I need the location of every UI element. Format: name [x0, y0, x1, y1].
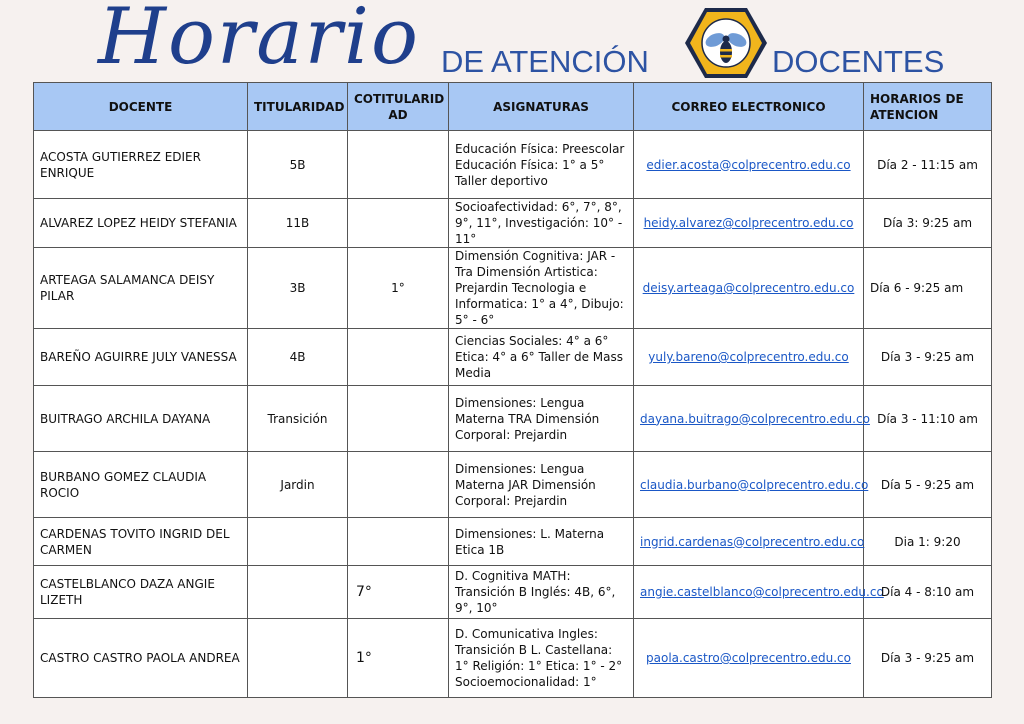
page-title-script: Horario: [98, 0, 420, 82]
header-docente: DOCENTE: [34, 83, 248, 131]
docentes-table: [33, 82, 992, 698]
asignaturas-cell: D. Cognitiva MATH: Transición B Inglés: 4B, 6°, 9°, 10°: [449, 566, 634, 619]
correo-cell: [634, 386, 870, 452]
horario-cell: Día 2 - 11:15 am: [864, 131, 992, 199]
header-asignaturas: ASIGNATURAS: [449, 83, 634, 131]
horario-cell: Día 5 - 9:25 am: [864, 452, 992, 518]
docente-name: BURBANO GOMEZ CLAUDIA ROCIO: [34, 452, 248, 518]
horario-cell: Día 3: 9:25 am: [864, 199, 992, 248]
docente-name: CASTRO CASTRO PAOLA ANDREA: [34, 619, 248, 698]
page-title-docentes: DOCENTES: [772, 44, 945, 79]
table-header-row: [34, 83, 992, 131]
titularidad-cell: Transición: [248, 386, 348, 452]
cotitularidad-cell: 1°: [348, 619, 449, 698]
docente-name: BUITRAGO ARCHILA DAYANA: [34, 386, 248, 452]
docente-name: BAREÑO AGUIRRE JULY VANESSA: [34, 329, 248, 386]
email-link[interactable]: dayana.buitrago@colprecentro.edu.co: [640, 411, 870, 426]
titularidad-cell: [248, 518, 348, 566]
cotitularidad-cell: 7°: [348, 566, 449, 619]
email-link[interactable]: angie.castelblanco@colprecentro.edu.co: [640, 585, 884, 599]
email-link[interactable]: ingrid.cardenas@colprecentro.edu.co: [640, 534, 865, 549]
horario-cell: Día 3 - 11:10 am: [864, 386, 992, 452]
docente-name: ARTEAGA SALAMANCA DEISY PILAR: [34, 248, 248, 329]
asignaturas-cell: Dimensiones: Lengua Materna JAR Dimensión Corporal: Prejardin: [449, 452, 634, 518]
table-row: [34, 199, 992, 248]
cotitularidad-cell: [348, 131, 449, 199]
table-row: [34, 452, 992, 518]
correo-cell: [634, 248, 864, 329]
cotitularidad-cell: [348, 452, 449, 518]
table-row: [34, 566, 992, 619]
correo-cell: [634, 131, 864, 199]
docente-name: CARDENAS TOVITO INGRID DEL CARMEN: [34, 518, 248, 566]
email-link[interactable]: heidy.alvarez@colprecentro.edu.co: [643, 216, 854, 230]
asignaturas-cell: Dimensiones: Lengua Materna TRA Dimensión Corporal: Prejardin: [449, 386, 634, 452]
cotitularidad-cell: 1°: [348, 248, 449, 329]
school-crest-bee-icon: [684, 6, 768, 80]
email-link[interactable]: deisy.arteaga@colprecentro.edu.co: [642, 281, 855, 295]
header-titularidad: TITULARIDAD: [248, 83, 348, 131]
horario-cell: Día 3 - 9:25 am: [864, 619, 992, 698]
docente-name: ACOSTA GUTIERREZ EDIER ENRIQUE: [34, 131, 248, 199]
correo-cell: [634, 452, 869, 518]
horario-cell: Día 4 - 8:10 am: [864, 566, 992, 619]
correo-cell: [634, 329, 864, 386]
cotitularidad-cell: [348, 329, 449, 386]
header-cotitularidad: COTITULARID AD: [348, 83, 449, 131]
cotitularidad-cell: [348, 386, 449, 452]
titularidad-cell: 3B: [248, 248, 348, 329]
header-horarios: HORARIOS DE ATENCION: [864, 83, 992, 131]
correo-cell: [634, 619, 864, 698]
asignaturas-cell: Dimensión Cognitiva: JAR - Tra Dimensión Artistica: Prejardin Tecnologia e Informatica: 1° a 4°, Dibujo: 5° - 6°: [449, 248, 634, 329]
titularidad-cell: Jardin: [248, 452, 348, 518]
cotitularidad-cell: [348, 199, 449, 248]
titularidad-cell: 5B: [248, 131, 348, 199]
asignaturas-cell: D. Comunicativa Ingles: Transición B L. Castellana: 1° Religión: 1° Etica: 1° - 2° Socioemocionalidad: 1°: [449, 619, 634, 698]
docente-name: CASTELBLANCO DAZA ANGIE LIZETH: [34, 566, 248, 619]
asignaturas-cell: Ciencias Sociales: 4° a 6° Etica: 4° a 6° Taller de Mass Media: [449, 329, 634, 386]
titularidad-cell: 11B: [248, 199, 348, 248]
titularidad-cell: 4B: [248, 329, 348, 386]
table-row: [34, 131, 992, 199]
page-title-de-atencion: DE ATENCIÓN: [441, 44, 649, 79]
titularidad-cell: [248, 566, 348, 619]
horario-cell: Dia 1: 9:20: [864, 518, 992, 566]
correo-cell: [634, 518, 864, 566]
email-link[interactable]: yuly.bareno@colprecentro.edu.co: [648, 350, 849, 364]
email-link[interactable]: edier.acosta@colprecentro.edu.co: [646, 157, 851, 172]
correo-cell: [634, 199, 864, 248]
asignaturas-cell: Educación Física: Preescolar Educación Física: 1° a 5° Taller deportivo: [449, 131, 634, 199]
correo-cell: [634, 566, 884, 619]
table-row: [34, 518, 992, 566]
asignaturas-cell: Dimensiones: L. Materna Etica 1B: [449, 518, 634, 566]
docente-name: ALVAREZ LOPEZ HEIDY STEFANIA: [34, 199, 248, 248]
titularidad-cell: [248, 619, 348, 698]
table-row: [34, 619, 992, 698]
header-correo: CORREO ELECTRONICO: [634, 83, 864, 131]
horario-cell: Día 3 - 9:25 am: [864, 329, 992, 386]
table-row: [34, 386, 992, 452]
asignaturas-cell: Socioafectividad: 6°, 7°, 8°, 9°, 11°, Investigación: 10° - 11°: [449, 199, 634, 248]
cotitularidad-cell: [348, 518, 449, 566]
email-link[interactable]: claudia.burbano@colprecentro.edu.co: [640, 477, 869, 492]
horario-cell: Día 6 - 9:25 am: [864, 248, 992, 329]
email-link[interactable]: paola.castro@colprecentro.edu.co: [646, 651, 851, 665]
table-row: [34, 329, 992, 386]
table-row: [34, 248, 992, 329]
